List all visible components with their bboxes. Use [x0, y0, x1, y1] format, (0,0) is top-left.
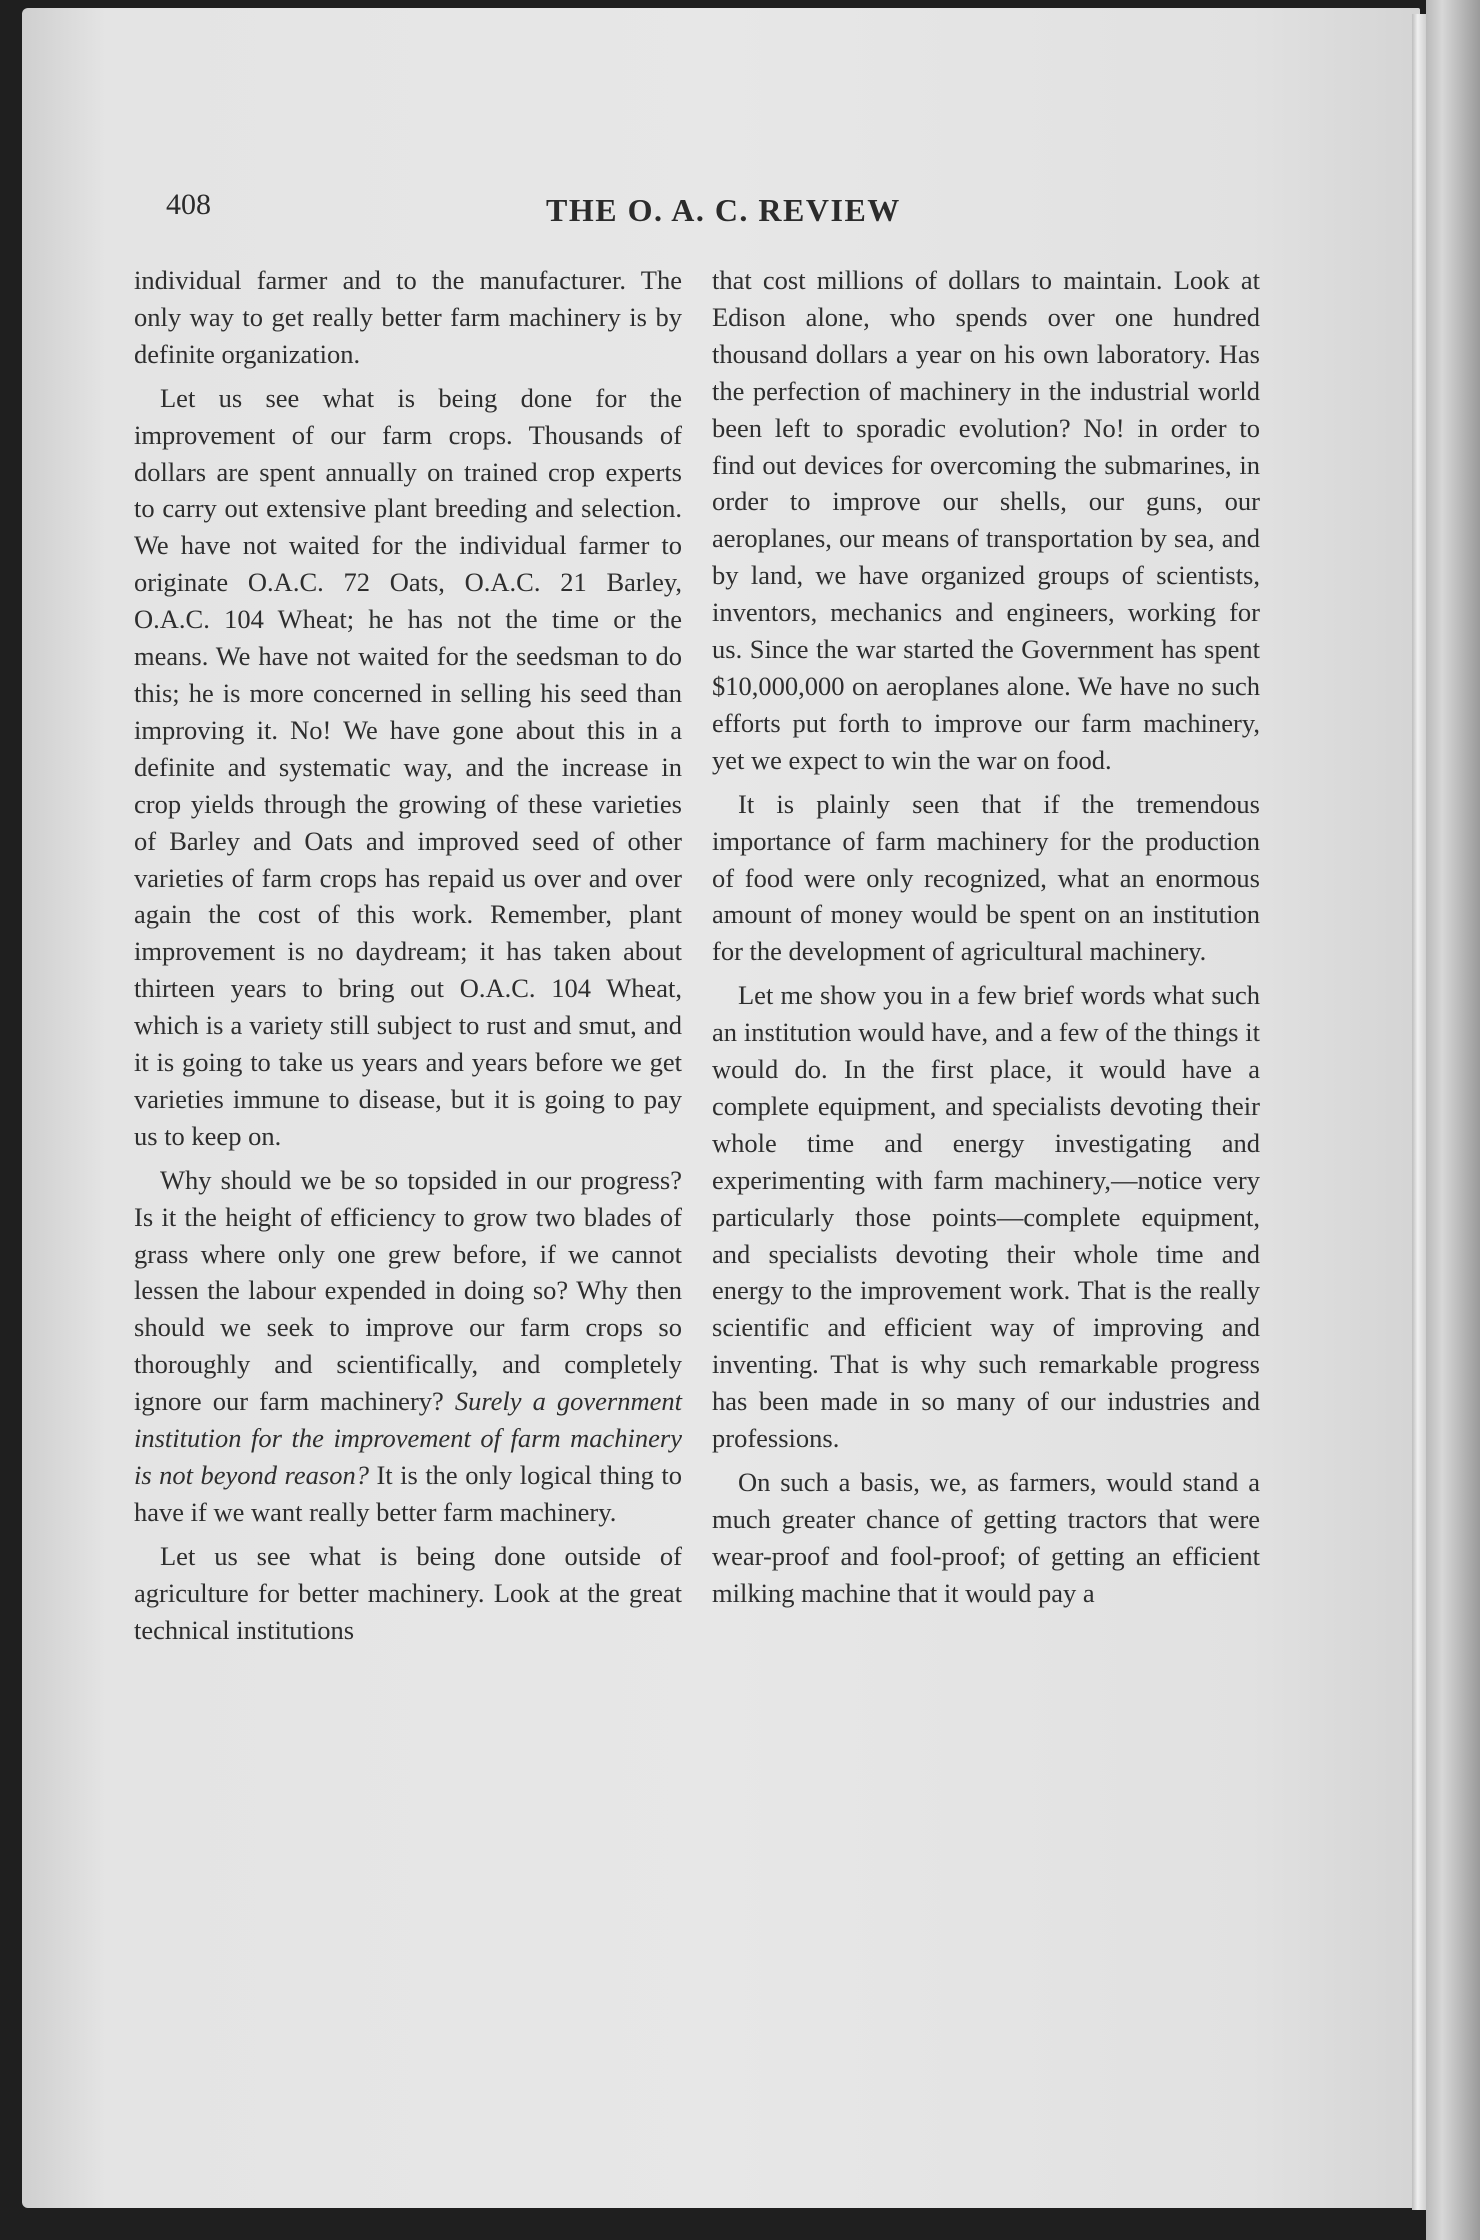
paragraph: Let me show you in a few brief words what such an institution would have, and a few of the things it would do. In the first place, it would have a complete equipment, and specialists devoting their whole time and energy investigating and experimenting with farm machinery,—notice very particularly those points—complete equipment, and specialists devoting their whole time and energy to the improvement work. That is the really scientific and efficient way of improving and inventing. That is why such remarkable progress has been made in so many of our industries and professions.	[712, 980, 1260, 1454]
left-column	[134, 262, 682, 1656]
paragraph: Let us see what is being done outside of agriculture for better machinery. Look at the great technical institutions	[134, 1540, 682, 1645]
running-head: THE O. A. C. REVIEW	[546, 192, 901, 228]
page-header	[160, 188, 1400, 248]
page-number: 408	[166, 188, 211, 221]
paragraph: It is plainly seen that if the tremendous importance of farm machinery for the production of food were only recognized, what an enormous amount of money would be spent on an institution for the development of agricultural machinery.	[712, 788, 1260, 967]
right-column	[712, 262, 1260, 1619]
book-spine	[1426, 0, 1480, 2240]
paragraph: Let us see what is being done for the improvement of our farm crops. Thousands of dollars are spent annually on trained crop experts to carry out extensive plant breeding and selection. We have not waited for the individual farmer to originate O.A.C. 72 Oats, O.A.C. 21 Barley, O.A.C. 104 Wheat; he has not the time or the means. We have not waited for the seedsman to do this; he is more concerned in selling his seed than improving it. No! We have gone about this in a definite and systematic way, and the increase in crop yields through the growing of these varieties of Barley and Oats and improved seed of other varieties of farm crops has repaid us over and over again the cost of this work. Remember, plant improvement is no daydream; it has taken about thirteen years to bring out O.A.C. 104 Wheat, which is a variety still subject to rust and smut, and it is going to take us years and years before we get varieties immune to disease, but it is going to pay us to keep on.	[134, 382, 682, 1151]
paragraph	[134, 1162, 682, 1531]
paragraph-text: Why should we be so topsided in our progress? Is it the height of efficiency to grow two blades of grass where only one grew before, if we cannot lessen the labour expended in doing so? Why then should we seek to improve our farm crops so thoroughly and scientifically, and completely ignore our farm machinery?	[134, 1164, 682, 1417]
italic-emphasis: Surely a government institution for the improvement of farm machinery is not beyond reason?	[134, 1386, 682, 1490]
paragraph: that cost millions of dollars to maintain. Look at Edison alone, who spends over one hundred thousand dollars a year on his own laboratory. Has the perfection of machinery in the industrial world been left to sporadic evolution? No! in order to find out devices for overcoming the submarines, in order to improve our shells, our guns, our aeroplanes, our means of transportation by sea, and by land, we have organized groups of scientists, inventors, mechanics and engineers, working for us. Since the war started the Government has spent $10,000,000 on aeroplanes alone. We have no such efforts put forth to improve our farm machinery, yet we expect to win the war on food.	[712, 265, 1260, 775]
paragraph: individual farmer and to the manufacturer. The only way to get really better farm machinery is by definite organization.	[134, 265, 682, 369]
page-edge	[1412, 14, 1426, 2210]
paragraph: On such a basis, we, as farmers, would stand a much greater chance of getting tractors that were wear-proof and fool-proof; of getting an efficient milking machine that it would pay a	[712, 1467, 1260, 1608]
paragraph-text: It is the only logical thing to have if we want really better farm machinery.	[134, 1460, 682, 1527]
